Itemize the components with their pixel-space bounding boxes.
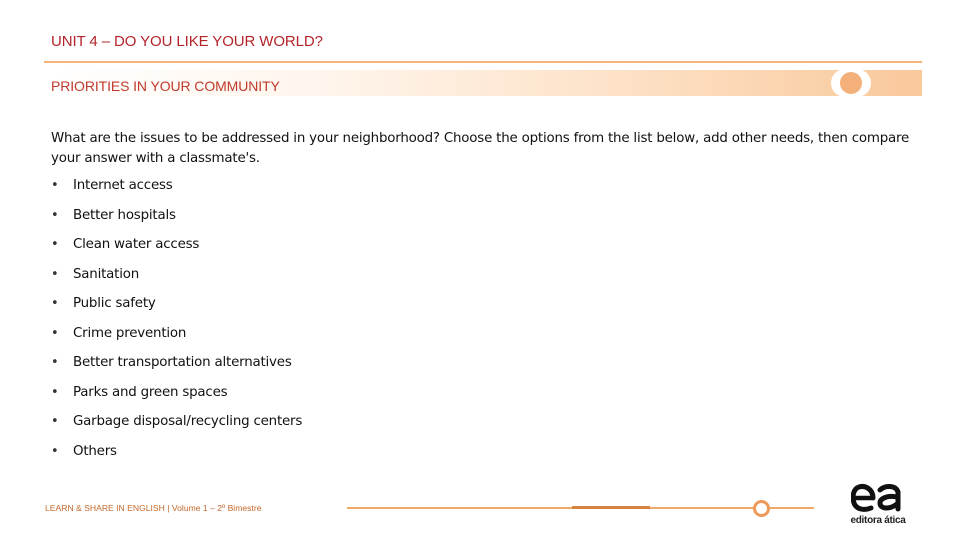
footer-divider-right — [770, 507, 814, 509]
option-label: Clean water access — [73, 237, 200, 252]
circle-icon — [840, 72, 862, 94]
section-title: PRIORITIES IN YOUR COMMUNITY — [51, 78, 280, 94]
footer-divider-accent — [572, 506, 650, 509]
unit-title: UNIT 4 – DO YOU LIKE YOUR WORLD? — [51, 33, 323, 50]
bullet-icon: • — [51, 296, 59, 311]
ea-logo-icon — [851, 482, 903, 512]
option-label: Public safety — [73, 296, 156, 311]
publisher-name: editora ática — [850, 515, 906, 526]
option-label: Parks and green spaces — [73, 384, 228, 400]
bullet-icon: • — [51, 325, 59, 341]
footer-text: LEARN & SHARE IN ENGLISH | Volume 1 – 2º Bimestre — [45, 503, 262, 513]
bullet-icon: • — [51, 443, 59, 459]
publisher-logo — [845, 482, 911, 530]
bullet-icon: • — [51, 384, 59, 400]
header-divider — [44, 61, 922, 63]
bullet-icon: • — [51, 355, 59, 370]
option-label: Better transportation alternatives — [73, 355, 292, 370]
option-label: Better hospitals — [73, 207, 176, 223]
option-label: Internet access — [73, 178, 173, 193]
ring-icon — [753, 500, 770, 517]
question-text: What are the issues to be addressed in your neighborhood? Choose the options from the list below, add other needs, then compare your answer with a classmate's. — [51, 131, 910, 166]
bullet-icon: • — [51, 414, 59, 429]
option-label: Others — [73, 443, 117, 459]
option-label: Sanitation — [73, 266, 140, 282]
bullet-icon: • — [51, 266, 59, 282]
option-label: Crime prevention — [73, 325, 187, 341]
bullet-icon: • — [51, 178, 59, 193]
bullet-icon: • — [51, 207, 59, 223]
option-label: Garbage disposal/recycling centers — [73, 414, 303, 429]
footer-divider — [347, 507, 755, 509]
bullet-icon: • — [51, 237, 59, 252]
